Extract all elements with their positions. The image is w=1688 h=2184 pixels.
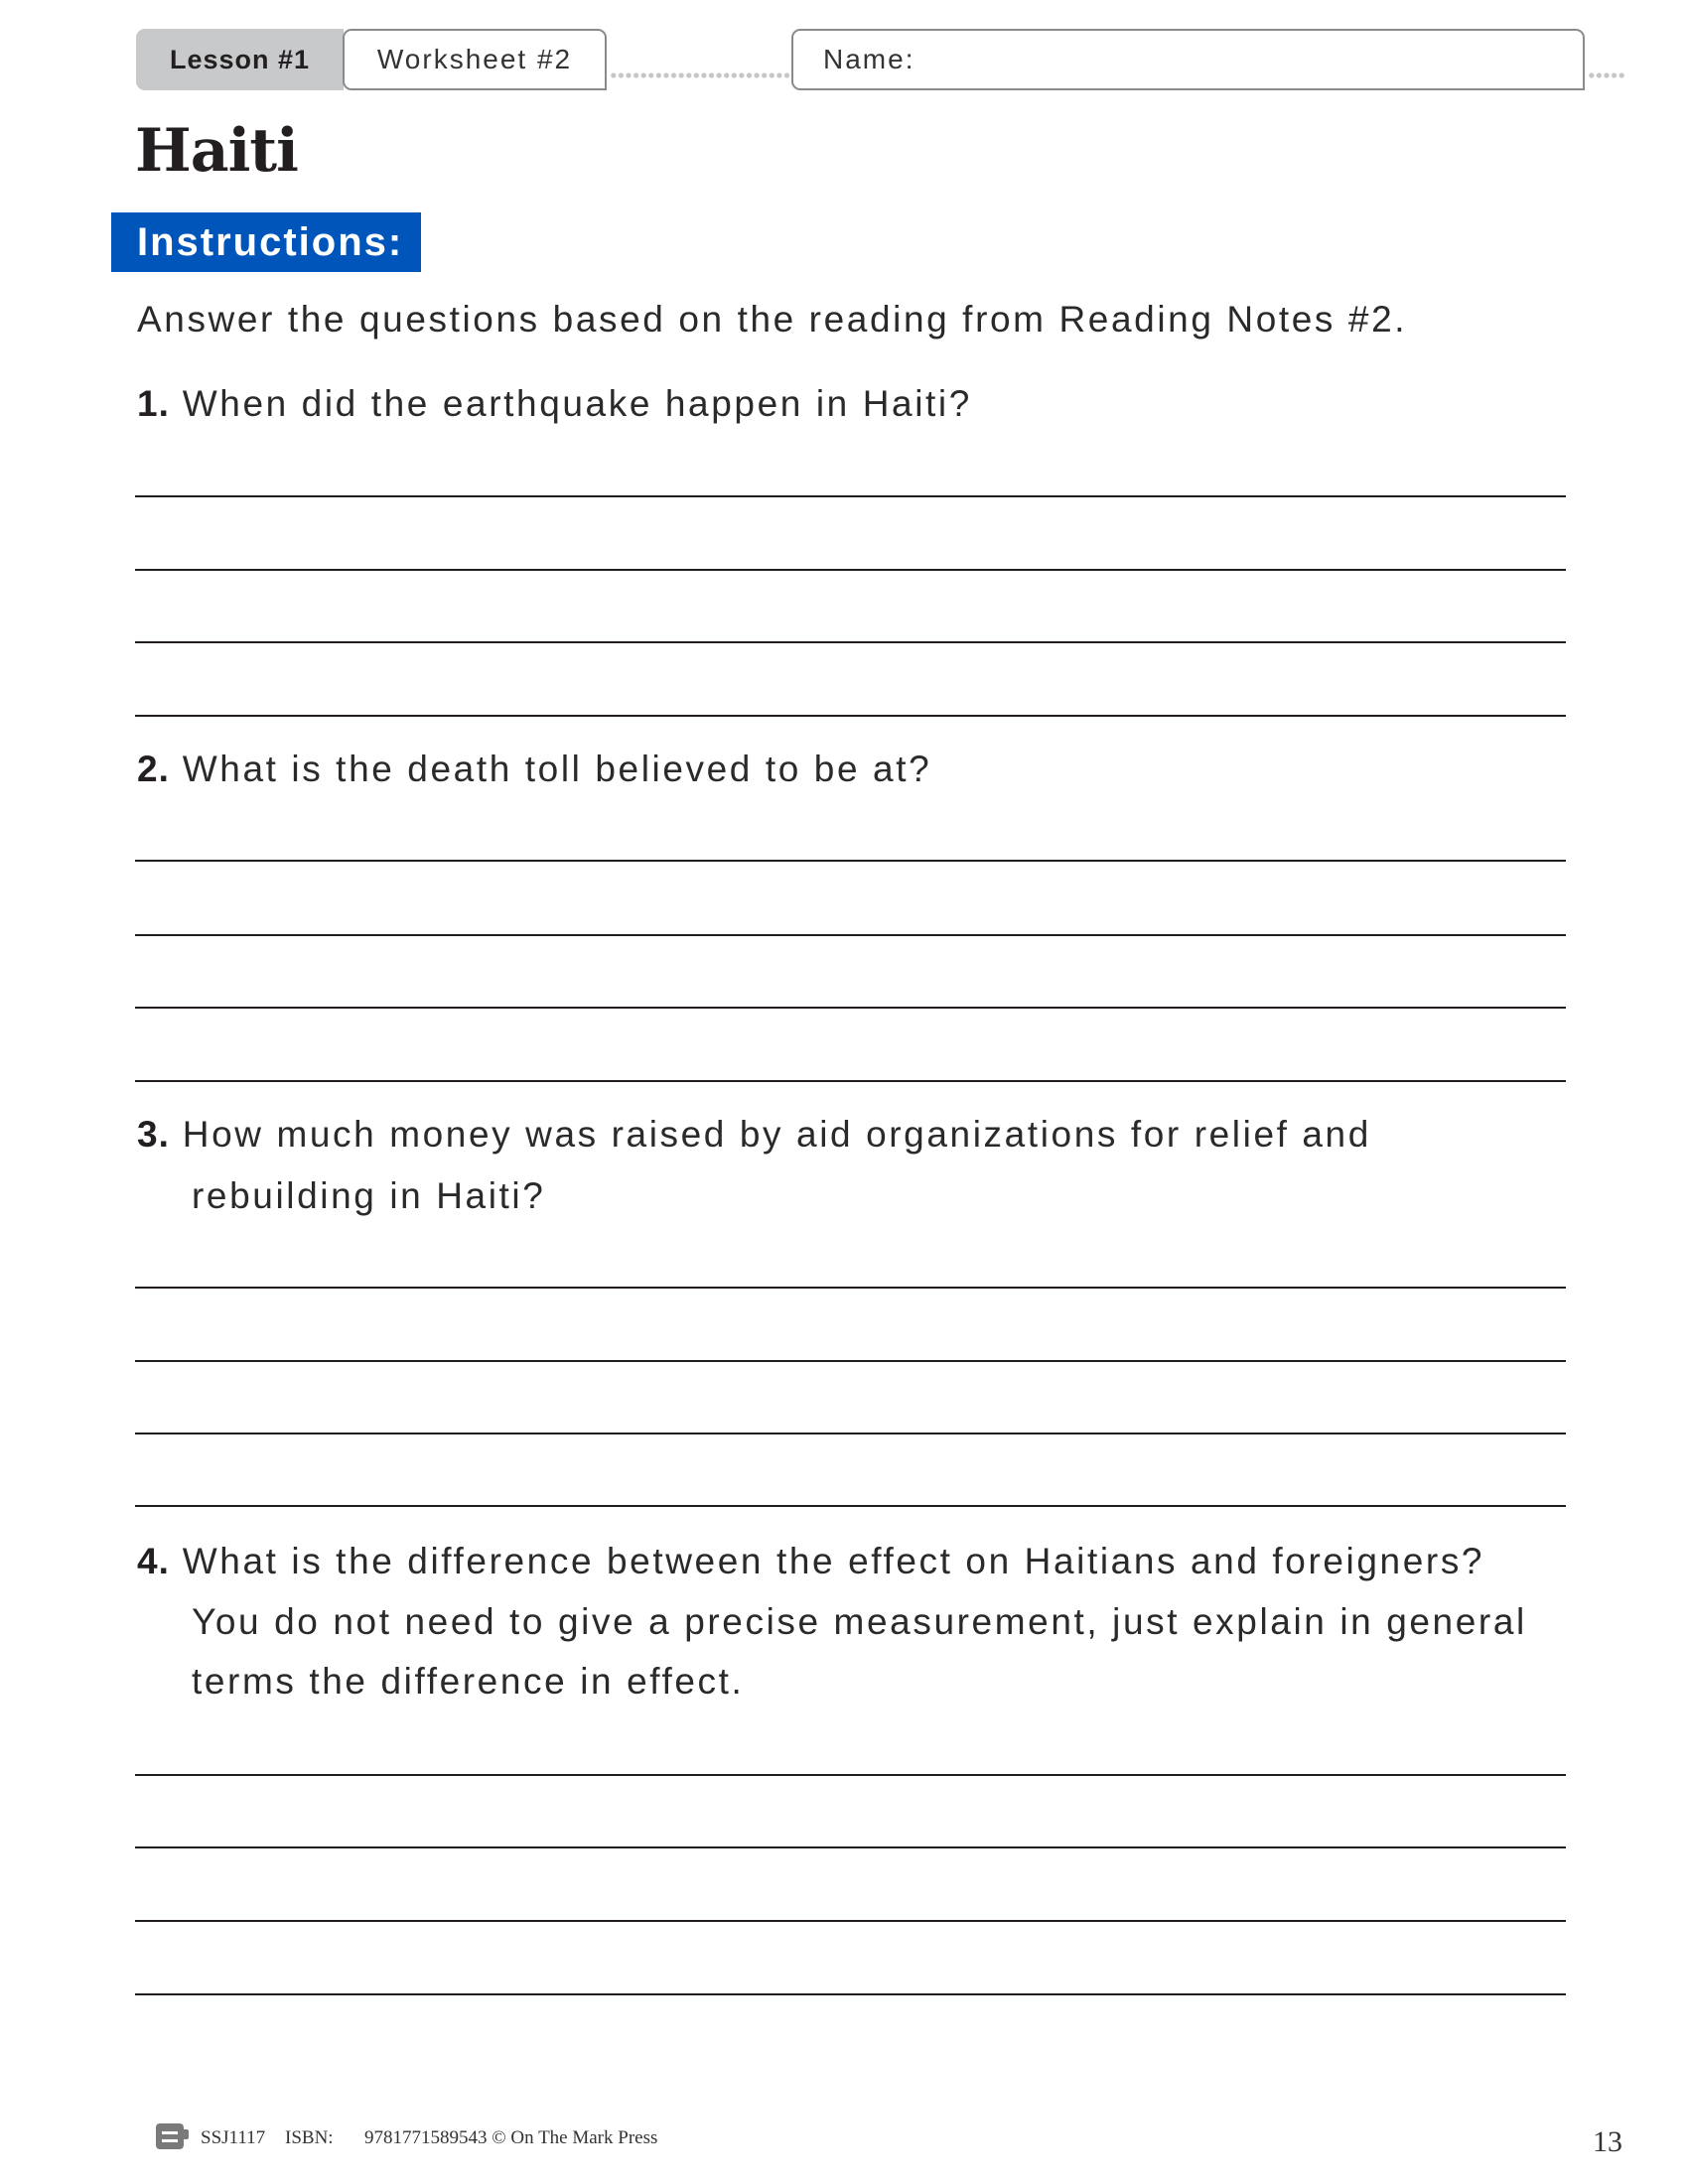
answer-line[interactable] — [135, 641, 1566, 643]
question-2 — [137, 750, 931, 789]
question-number: 4. — [137, 1541, 170, 1581]
worksheet-tab: Worksheet #2 — [343, 29, 607, 90]
answer-line[interactable] — [135, 1287, 1566, 1289]
instructions-label: Instructions: — [111, 212, 421, 272]
question-number: 3. — [137, 1114, 170, 1155]
answer-line[interactable] — [135, 1920, 1566, 1922]
question-4 — [137, 1542, 1484, 1581]
lesson-tab: Lesson #1 — [136, 29, 344, 90]
book-stack-icon — [156, 2123, 184, 2149]
dotted-connector-end — [1588, 72, 1625, 78]
question-4-continued: terms the difference in effect. — [192, 1661, 745, 1702]
name-label: Name: — [823, 44, 915, 74]
dotted-connector — [610, 72, 790, 78]
question-4-continued: You do not need to give a precise measurement, just explain in general — [192, 1601, 1527, 1642]
answer-line[interactable] — [135, 1433, 1566, 1434]
answer-line[interactable] — [135, 495, 1566, 497]
footer-isbn-label: ISBN: — [285, 2127, 334, 2148]
question-3 — [137, 1115, 1371, 1155]
answer-line[interactable] — [135, 1846, 1566, 1848]
question-number: 1. — [137, 383, 170, 424]
answer-line[interactable] — [135, 569, 1566, 571]
answer-line[interactable] — [135, 1774, 1566, 1776]
question-3-continued: rebuilding in Haiti? — [192, 1175, 546, 1216]
page-title: Haiti — [135, 116, 298, 186]
question-text: What is the difference between the effect on Haitians and foreigners? — [182, 1541, 1485, 1581]
answer-line[interactable] — [135, 1007, 1566, 1009]
question-text: What is the death toll believed to be at? — [182, 749, 932, 789]
question-text: How much money was raised by aid organizations for relief and — [182, 1114, 1371, 1155]
page-number: 13 — [1593, 2125, 1622, 2158]
answer-line[interactable] — [135, 1505, 1566, 1507]
book-stack-icon-tab — [183, 2129, 189, 2139]
answer-line[interactable] — [135, 934, 1566, 936]
answer-line[interactable] — [135, 715, 1566, 717]
name-field[interactable] — [791, 29, 1585, 90]
answer-line[interactable] — [135, 1993, 1566, 1995]
answer-line[interactable] — [135, 860, 1566, 862]
footer-isbn-text: 9781771589543 © On The Mark Press — [364, 2127, 658, 2148]
question-number: 2. — [137, 749, 170, 789]
question-1 — [137, 384, 972, 424]
question-text: When did the earthquake happen in Haiti? — [182, 383, 972, 424]
instructions-text: Answer the questions based on the reading from Reading Notes #2. — [137, 299, 1408, 340]
footer-code: SSJ1117 — [201, 2127, 266, 2148]
answer-line[interactable] — [135, 1360, 1566, 1362]
answer-line[interactable] — [135, 1080, 1566, 1082]
